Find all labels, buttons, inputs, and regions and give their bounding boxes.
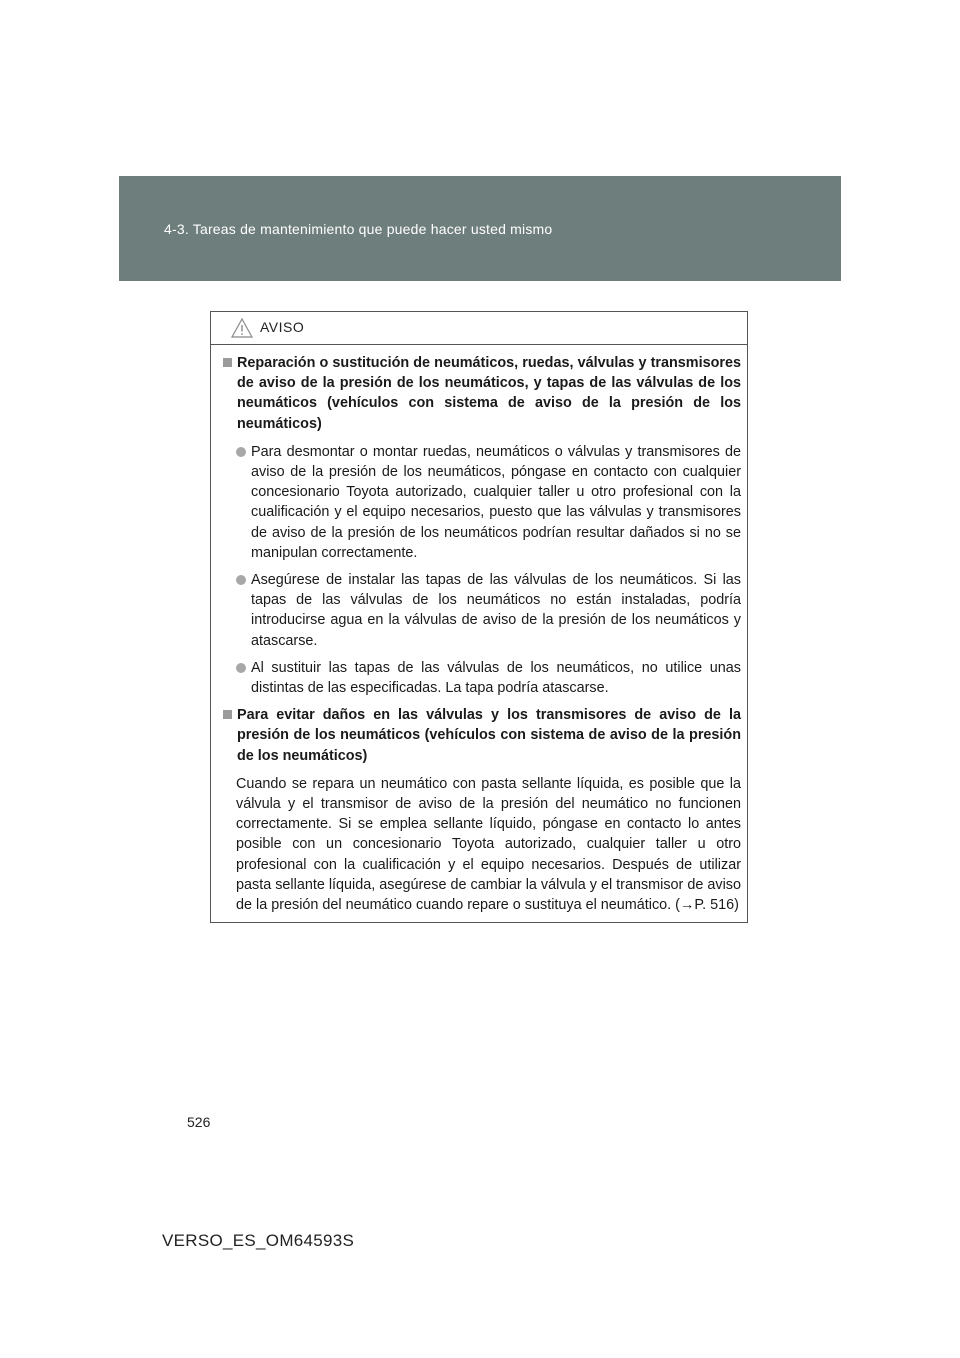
document-code: VERSO_ES_OM64593S bbox=[162, 1231, 355, 1250]
list-item-text: Al sustituir las tapas de las válvulas de los neumáticos, no utilice unas distintas de las especificadas. La tapa podría atascarse. bbox=[251, 659, 741, 697]
page-number: 526 bbox=[187, 1114, 211, 1130]
warning-header bbox=[211, 312, 747, 345]
header-band bbox=[119, 176, 841, 281]
list-item bbox=[236, 570, 741, 651]
section-heading-text: Reparación o sustitución de neumáticos, ruedas, válvulas y transmisores de aviso de la presión de los neumáticos, y tapas de las válvulas de los neumáticos (vehículos con sistema de aviso de la presión de los neumáticos) bbox=[237, 355, 741, 432]
circle-bullet-icon bbox=[236, 663, 246, 673]
list-item bbox=[236, 442, 741, 563]
section-heading bbox=[223, 705, 741, 766]
circle-bullet-icon bbox=[236, 447, 246, 457]
section-paragraph: Cuando se repara un neumático con pasta sellante líquida, es posible que la válvula y el transmisor de aviso de la presión del neumático no funcionen correctamente. Si se emplea sellante líquido, póngase en contacto lo antes posible con un concesionario Toyota autorizado, cualquier taller u otro profesional con la cualificación y el equipo necesarios. Después de utilizar pasta sellante líquida, asegúrese de cambiar la válvula y el transmisor de aviso de la presión del neumático cuando repare o sustituya el neumático. (→P. 516) bbox=[236, 775, 741, 914]
warning-body bbox=[211, 345, 747, 915]
list-item bbox=[236, 658, 741, 698]
section-heading bbox=[223, 353, 741, 434]
section-heading-text: Para evitar daños en las válvulas y los transmisores de aviso de la presión de los neumáticos (vehículos con sistema de aviso de la presión de los neumáticos) bbox=[237, 707, 741, 764]
square-bullet-icon bbox=[223, 710, 232, 719]
list-item-text: Asegúrese de instalar las tapas de las válvulas de los neumáticos. Si las tapas de las válvulas de los neumáticos no están instaladas, podría introducirse agua en la válvulas de aviso de la presión de los neumáticos y atascarse. bbox=[251, 572, 741, 649]
warning-box bbox=[210, 311, 748, 923]
section-title: 4-3. Tareas de mantenimiento que puede hacer usted mismo bbox=[164, 221, 553, 237]
square-bullet-icon bbox=[223, 358, 232, 367]
list-item-text: Para desmontar o montar ruedas, neumáticos o válvulas y transmisores de aviso de la presión de los neumáticos, póngase en contacto con cualquier concesionario Toyota autorizado, cualquier taller u otro profesional con la cualificación y el equipo necesarios, puesto que las válvulas y transmisores de aviso de la presión de los neumáticos podrían resultar dañados si no se manipulan correctamente. bbox=[251, 443, 741, 561]
circle-bullet-icon bbox=[236, 575, 246, 585]
warning-triangle-icon bbox=[231, 318, 253, 338]
warning-label: AVISO bbox=[260, 319, 305, 335]
